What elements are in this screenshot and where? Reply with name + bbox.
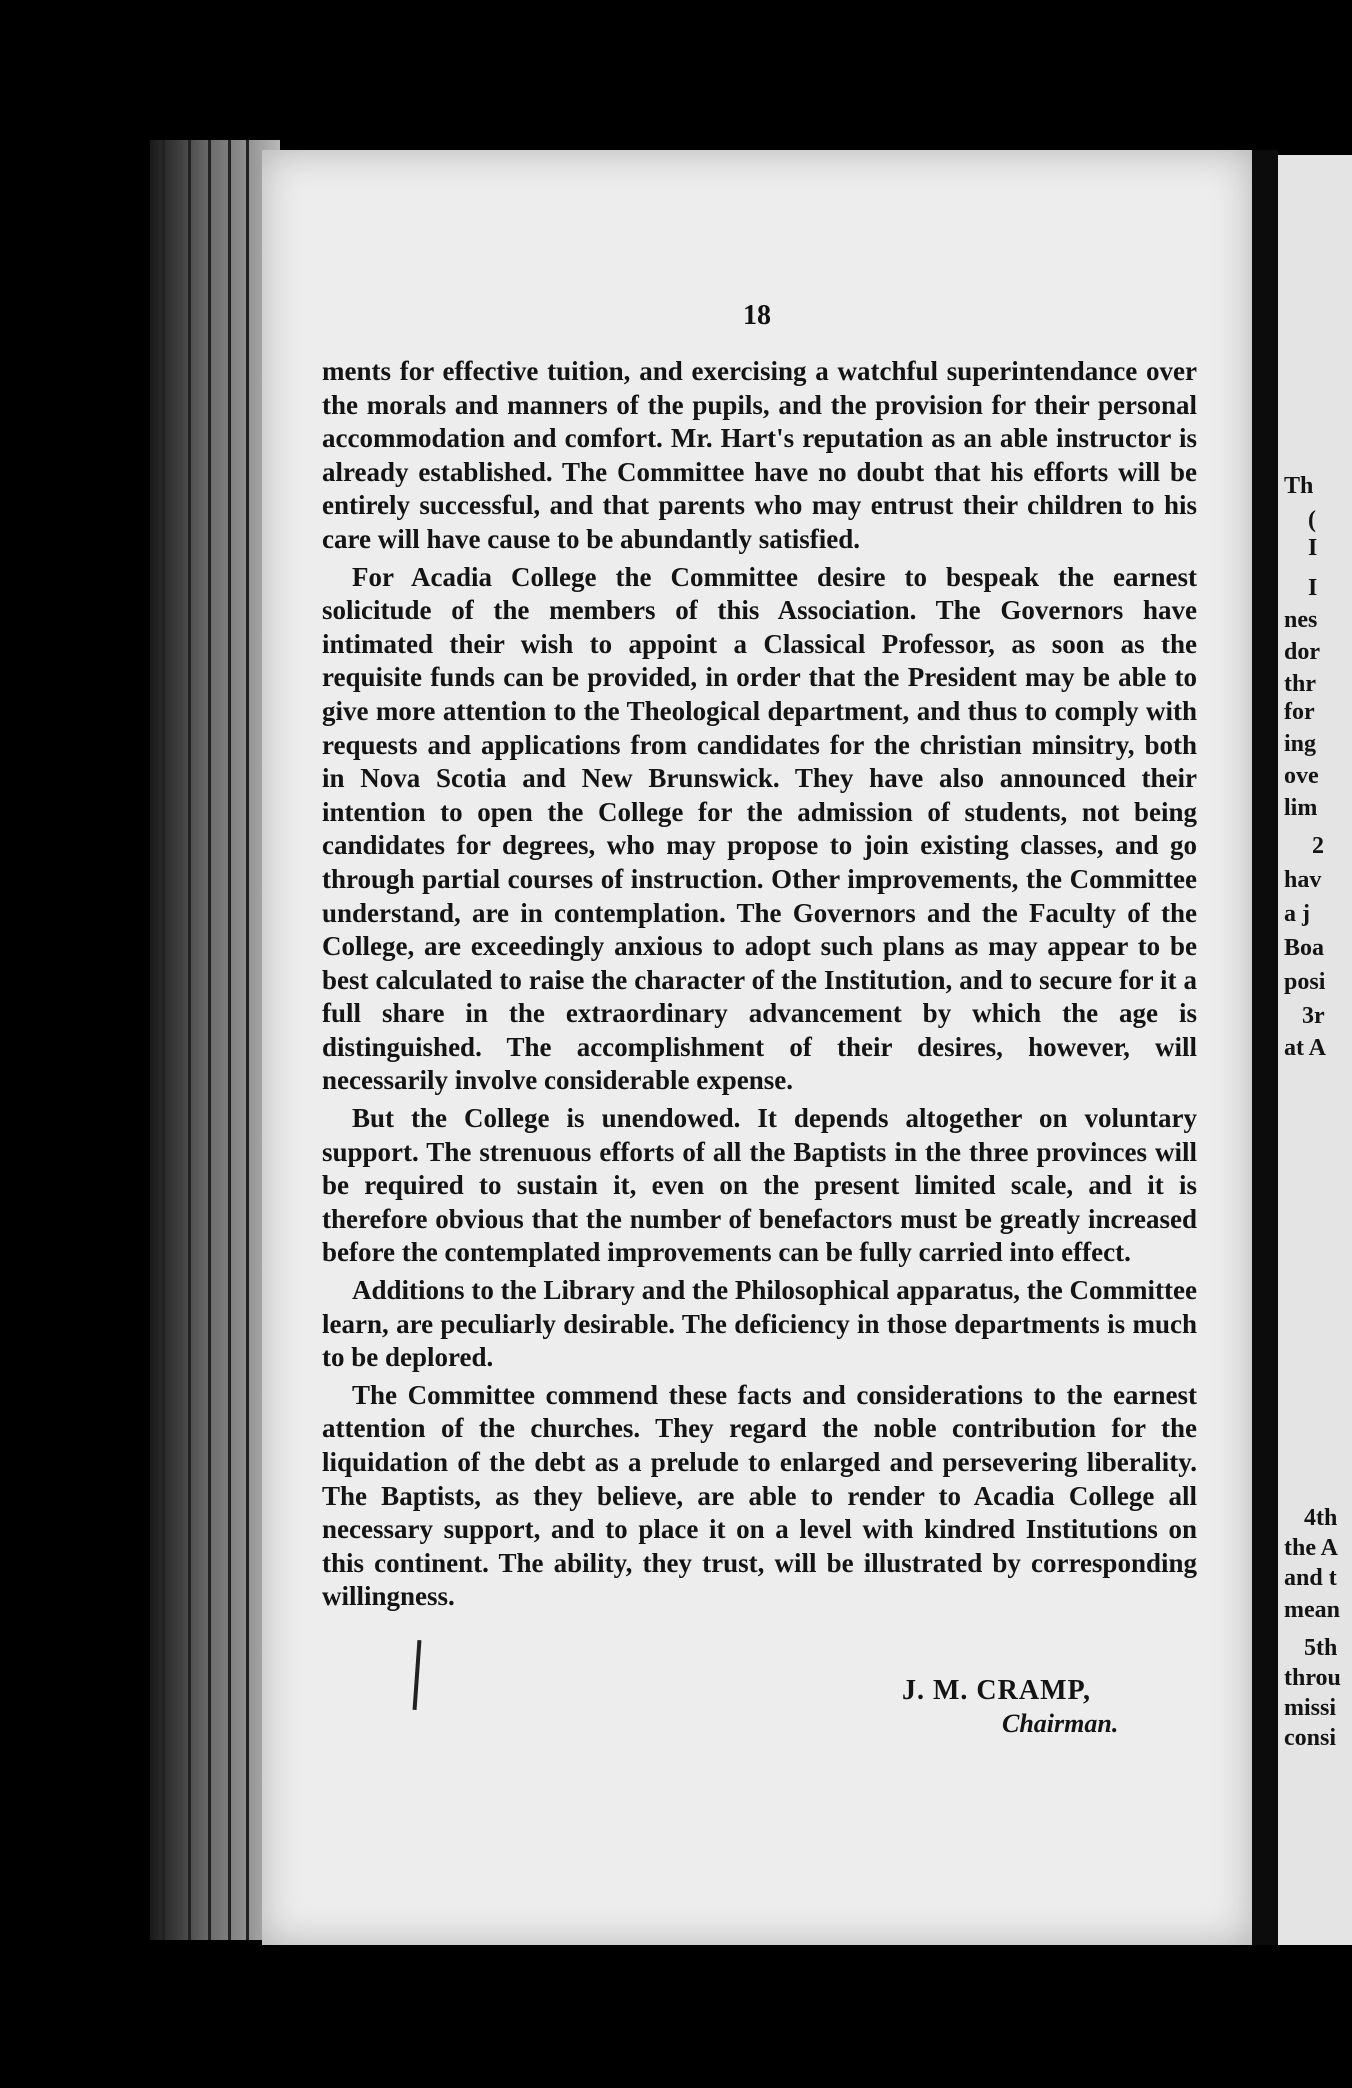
page-number: 18 (743, 300, 771, 331)
facing-text-fragment: I (1308, 575, 1318, 601)
signatory-name: J. M. CRAMP, (902, 1675, 1092, 1706)
facing-text-fragment: 2 (1312, 833, 1324, 859)
facing-text-fragment: hav (1284, 867, 1322, 893)
facing-text-fragment: and t (1284, 1565, 1337, 1591)
facing-text-fragment: mean (1284, 1597, 1340, 1623)
paragraph-3: But the College is unendowed. It depends altogether on voluntary support. The strenuous efforts of all the Baptists in the three provinces will be required to sustain it, even on the present limited scale, and it is therefore obvious that the number of benefactors must be greatly increased before the contemplated improvements can be fully carried into effect. (322, 1103, 1197, 1268)
book-gutter (1252, 150, 1278, 1945)
paragraph-5: The Committee commend these facts and considerations to the earnest attention of the churches. They regard the noble contribution for the liquidation of the debt as a prelude to enlarged and persevering liberality. The Baptists, as they believe, are able to render to Acadia College all necessary support, and to place it on a level with kindred Institutions on this continent. The ability, they trust, will be illustrated by corresponding willingness. (322, 1379, 1197, 1612)
facing-text-fragment: thr (1284, 671, 1316, 697)
facing-text-fragment: nes (1284, 607, 1318, 633)
facing-text-fragment: 4th (1304, 1505, 1338, 1531)
facing-text-fragment: consi (1284, 1725, 1337, 1751)
facing-text-fragment: a j (1284, 901, 1310, 927)
facing-text-fragment: 3r (1302, 1003, 1325, 1029)
facing-text-fragment: ( (1308, 507, 1316, 533)
facing-text-fragment: Boa (1284, 935, 1325, 961)
facing-text-fragment: ove (1284, 763, 1319, 789)
facing-text-fragment: posi (1284, 969, 1326, 995)
paragraph-1: ments for effective tuition, and exercising a watchful superintendance over the morals and manners of the pupils, and the provision for their personal accommodation and comfort. Mr. Hart's reputation as an able instructor is already established. The Committee have no doubt that his efforts will be entirely successful, and that parents who may entrust their children to his care will have cause to be abundantly satisfied. (322, 356, 1197, 554)
page-18 (262, 150, 1252, 1945)
facing-text-fragment: throu (1284, 1665, 1341, 1691)
facing-text-fragment: for (1284, 699, 1315, 725)
facing-text-fragment: ing (1284, 731, 1317, 757)
signature-block (902, 1675, 1202, 1739)
facing-text-fragment: I (1308, 535, 1318, 561)
book-page-edges (150, 140, 280, 1940)
facing-text-fragment: the A (1284, 1535, 1338, 1561)
facing-text-fragment: dor (1284, 639, 1320, 665)
signatory-title: Chairman. (1002, 1709, 1119, 1738)
facing-text-fragment: at A (1284, 1035, 1326, 1061)
paragraph-4: Additions to the Library and the Philosophical apparatus, the Committee learn, are peculiarly desirable. The deficiency in those departments is much to be deplored. (322, 1275, 1197, 1373)
body-text (322, 355, 1197, 1614)
facing-text-fragment: 5th (1304, 1635, 1338, 1661)
facing-text-fragment: lim (1284, 795, 1318, 821)
facing-text-fragment: Th (1284, 473, 1314, 499)
paragraph-2: For Acadia College the Committee desire to bespeak the earnest solicitude of the members of this Association. The Governors have intimated their wish to appoint a Classical Professor, as soon as the requisite funds can be provided, in order that the President may be able to give more attention to the Theological department, and thus to comply with requests and applications from candidates for the christian minsitry, both in Nova Scotia and New Brunswick. They have also announced their intention to open the College for the admission of students, not being candidates for degrees, who may propose to join existing classes, and go through partial courses of instruction. Other improvements, the Committee understand, are in contemplation. The Governors and the Faculty of the College, are exceedingly anxious to adopt such plans as may appear to be best calculated to raise the character of the Institution, and to secure for it a full share in the extraordinary advancement by which the age is distinguished. The accomplishment of their desires, however, will necessarily involve considerable expense. (322, 561, 1197, 1096)
facing-text-fragment: missi (1284, 1695, 1337, 1721)
facing-page-edge (1278, 155, 1352, 1945)
